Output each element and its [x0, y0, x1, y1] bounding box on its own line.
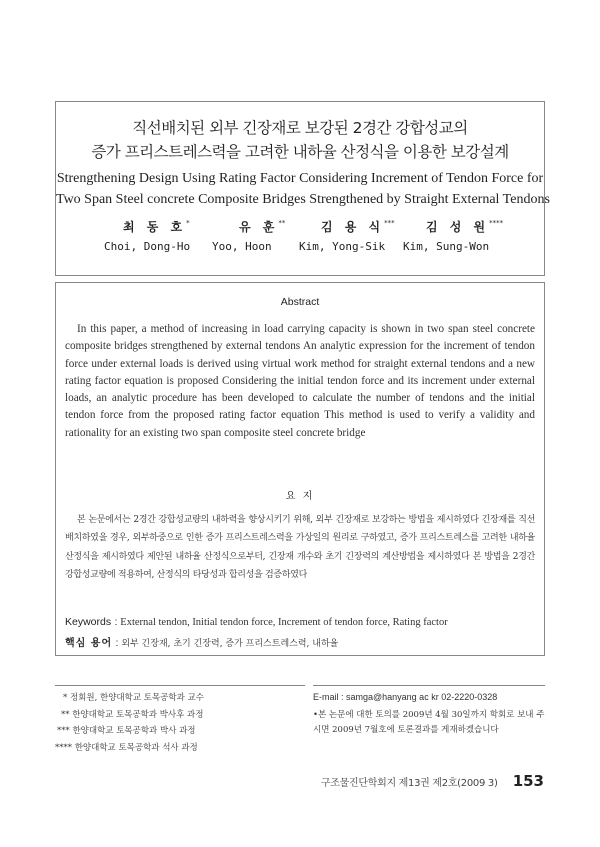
journal-info: 구조물진단학회지 제13권 제2호(2009 3) [320, 778, 498, 789]
keywords-ko-label: 핵심 용어 [65, 638, 113, 649]
keywords-en: Keywords : External tendon, Initial tendon force, Increment of tendon force, Rating factor [65, 616, 448, 628]
keywords-ko: 핵심 용어 : 외부 긴장재, 초기 긴장력, 증가 프리스트레스력, 내하율 [65, 637, 339, 649]
author-name-ko: 김 용 식*** [321, 219, 395, 234]
author-affiliations [55, 690, 305, 756]
contact-email: E-mail : samga@hanyang ac kr 02-2220-0328 [313, 692, 498, 702]
author-name-ko: 김 성 원**** [426, 219, 504, 234]
footnote-line: *** 한양대학교 토목공학과 박사 과정 [57, 726, 196, 736]
footnote-line: * 정회원, 한양대학교 토목공학과 교수 [63, 693, 204, 703]
english-title-line-2: Two Span Steel concrete Composite Bridges Strengthened by Straight External Tendons [56, 192, 550, 207]
footnote-line: **** 한양대학교 토목공학과 석사 과정 [55, 742, 198, 753]
contact-notes [313, 690, 548, 738]
korean-title-line-2: 증가 프리스트레스력을 고려한 내하율 산정식을 이용한 보강설계 [91, 143, 509, 161]
keywords-en-label: Keywords [65, 616, 112, 628]
title-box [55, 101, 550, 276]
abstract-heading: Abstract [280, 296, 320, 308]
author-name-en: Kim, Sung-Won [403, 240, 490, 253]
keywords-ko-value: 외부 긴장재, 초기 긴장력, 증가 프리스트레스력, 내하율 [121, 639, 339, 649]
discussion-note: •본 논문에 대한 토의를 2009년 4월 30일까지 학회로 보내 주시면 2009년 7월호에 토론결과를 게재하겠습니다 [313, 710, 545, 735]
keywords-en-value: External tendon, Initial tendon force, Increment of tendon force, Rating factor [120, 617, 448, 628]
english-title-line-1: Strengthening Design Using Rating Factor Considering Increment of Tendon Force for [56, 171, 544, 186]
korean-summary-heading: 요 지 [285, 491, 315, 502]
footnote-divider-left [55, 685, 305, 686]
author-name-en: Choi, Dong-Ho [104, 240, 191, 253]
abstract-box [55, 282, 545, 656]
author-name-en: Kim, Yong-Sik [299, 240, 386, 253]
korean-title-line-1: 직선배치된 외부 긴장재로 보강된 2경간 강합성교의 [132, 119, 468, 137]
page-footer [321, 771, 544, 790]
author-name-ko: 최 동 호* [123, 219, 190, 234]
abstract-text: In this paper, a method of increasing in load carrying capacity is shown in two span steel concrete composite bridges strengthened by external tendons An analytic expression for the increment of tendon force under external loads is derived using virtual work method for straight external tendons and a new rating factor equation is proposed Considering the initial tendon force and its increment under external loads, an analytic procedure has been developed to calculate the number of tendons and the initial tendon force from the proposed rating factor equation This method is used to verify a validity and rationality for an existing two span composite steel concrete bridge [65, 323, 535, 439]
author-name-ko: 유 훈** [239, 219, 286, 234]
page-number: 153 [512, 772, 544, 790]
footnote-line: ** 한양대학교 토목공학과 박사후 과정 [61, 709, 204, 720]
author-name-en: Yoo, Hoon [212, 240, 272, 253]
korean-summary-text: 본 논문에서는 2경간 강합성교량의 내하력을 향상시키기 위해, 외부 긴장재로 보강하는 방법을 제시하였다 긴장재를 직선 배치하였을 경우, 외부하중으로 인한 증가 프리스트레스력을 가상일의 원리로 구하였고, 증가 프리스트레스를 고려한 내하율 산정식을 제시하였다 제안된 내하율 산정식으로부터, 긴장재 개수와 초기 긴장력의 계산방법을 제시하였다 본 방법을 2경간 강합성교량에 적용하여, 산정식의 타당성과 합리성을 검증하였다 [65, 515, 535, 580]
footnote-divider-right [313, 685, 545, 686]
